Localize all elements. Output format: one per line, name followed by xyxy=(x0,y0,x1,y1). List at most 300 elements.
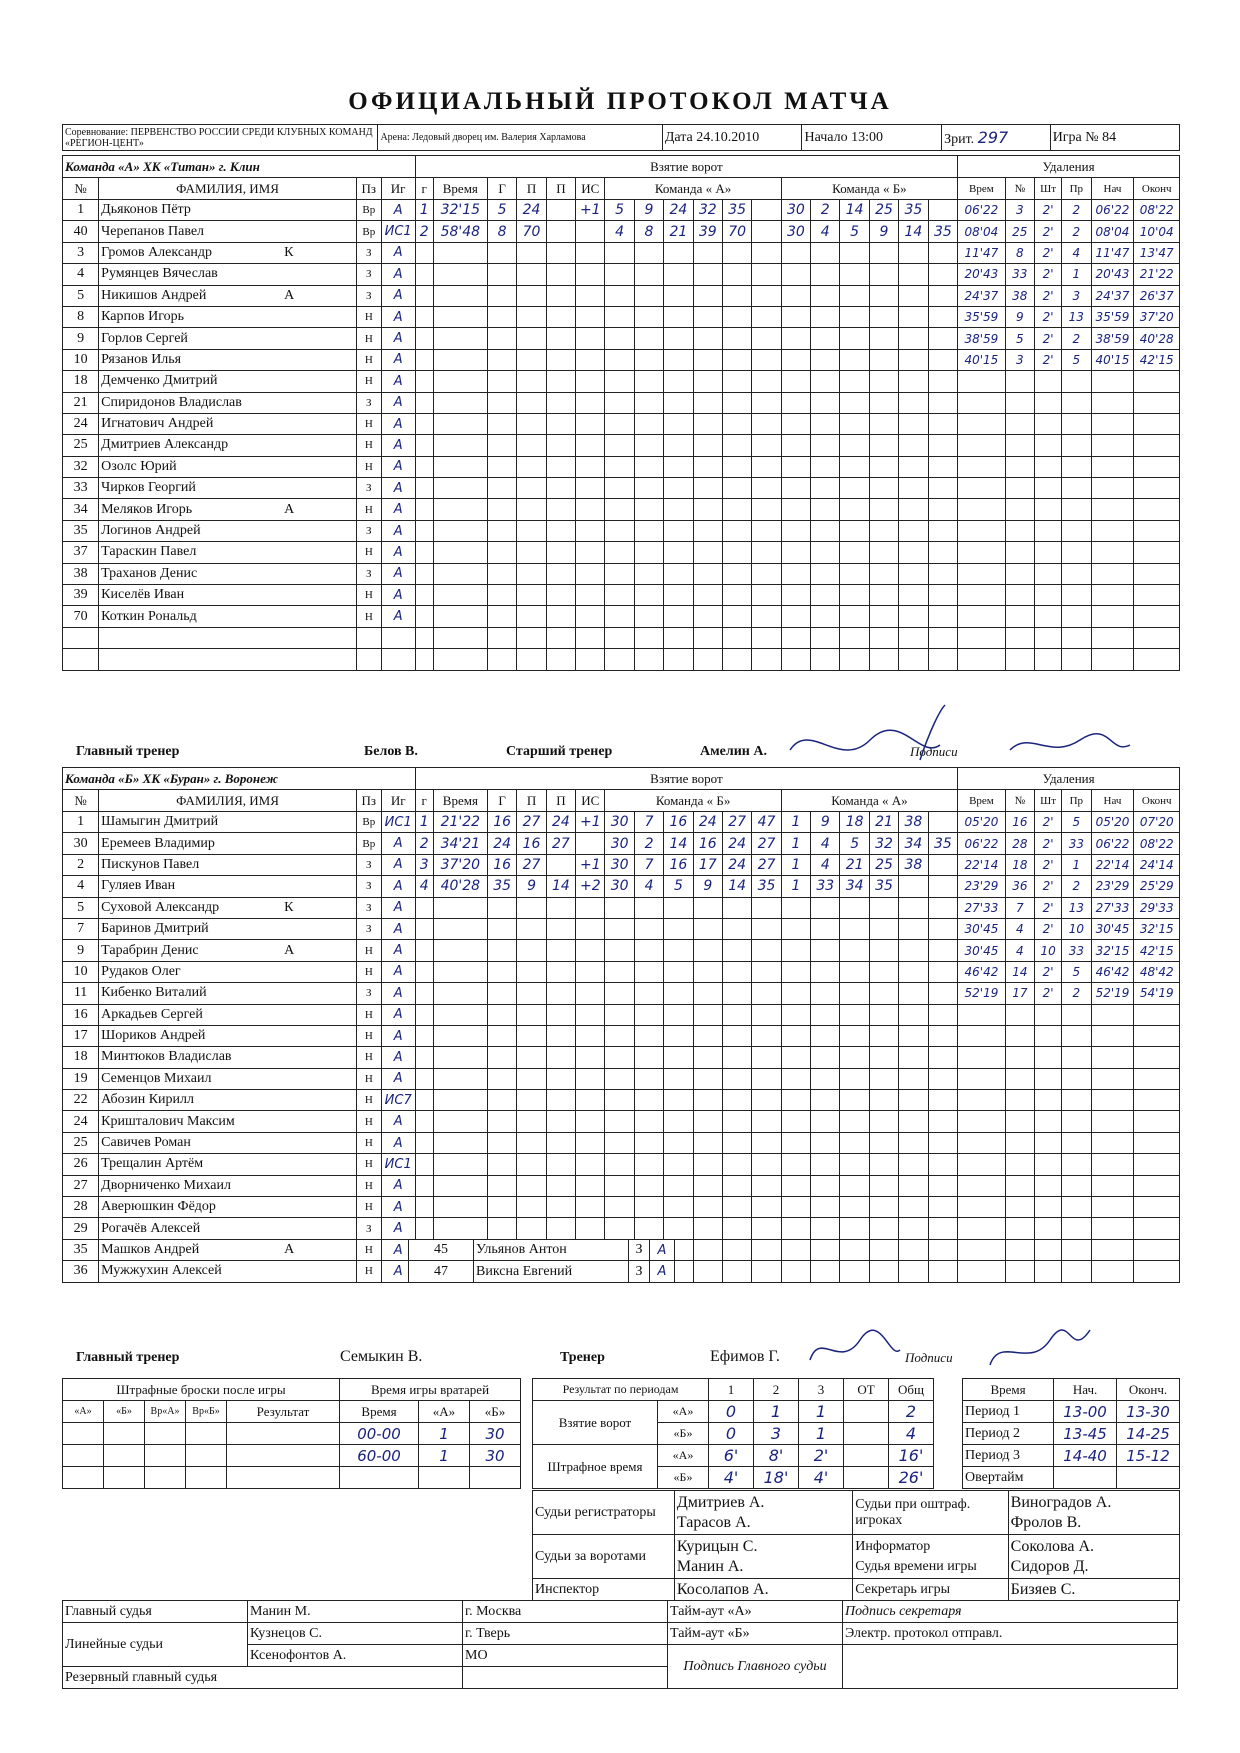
period-col: Общ xyxy=(889,1379,934,1401)
empty-cell xyxy=(487,413,516,434)
empty-cell xyxy=(517,1218,546,1239)
empty-cell xyxy=(634,349,663,370)
penalty-t: 23'29 xyxy=(958,876,1005,897)
empty-cell xyxy=(869,413,898,434)
empty-cell xyxy=(752,563,781,584)
goal-on-ice-scoring: 24 xyxy=(722,833,751,854)
player-number: 32 xyxy=(63,456,99,477)
empty-cell xyxy=(752,585,781,606)
empty-cell xyxy=(752,242,781,263)
penalty-e: 40'28 xyxy=(1134,328,1180,349)
empty-cell xyxy=(693,1218,722,1239)
empty-cell xyxy=(840,897,869,918)
player-position: Н xyxy=(356,1239,381,1260)
empty-cell xyxy=(869,983,898,1004)
empty-cell xyxy=(415,520,433,541)
empty-cell xyxy=(958,563,1005,584)
empty-cell xyxy=(433,328,487,349)
player-number: 70 xyxy=(63,606,99,627)
player-played: А xyxy=(381,1197,415,1218)
period-value: 0 xyxy=(709,1401,754,1423)
goal-G: 24 xyxy=(487,833,516,854)
empty-cell xyxy=(811,392,840,413)
empty-cell xyxy=(928,563,958,584)
penalty-t: 30'45 xyxy=(958,918,1005,939)
pen-box-judge: Фролов В. xyxy=(1010,1513,1082,1531)
empty-cell xyxy=(1062,627,1091,648)
period-start: 13-45 xyxy=(1054,1423,1117,1445)
empty-cell xyxy=(752,1261,781,1282)
player-row xyxy=(63,221,1180,242)
player-name: Аверюшкин Фёдор xyxy=(101,1199,216,1215)
empty-cell xyxy=(664,413,693,434)
player-number: 10 xyxy=(63,961,99,982)
team-a-signatures-label: Подписи xyxy=(910,744,958,759)
empty-cell xyxy=(899,1025,928,1046)
empty-cell xyxy=(576,371,605,392)
period-start: 13-00 xyxy=(1054,1401,1117,1423)
empty-cell xyxy=(1134,585,1180,606)
empty-cell xyxy=(664,1154,693,1175)
empty-cell xyxy=(899,627,928,648)
empty-cell xyxy=(433,413,487,434)
empty-cell xyxy=(576,897,605,918)
penalty-no: 3 xyxy=(1005,349,1034,370)
goal-on-ice-conceding xyxy=(928,200,958,221)
empty-cell xyxy=(928,264,958,285)
player-position: З xyxy=(356,876,381,897)
empty-cell xyxy=(840,328,869,349)
empty-cell xyxy=(415,1111,433,1132)
empty-cell xyxy=(781,1047,810,1068)
empty-cell xyxy=(1005,1239,1034,1260)
empty-cell xyxy=(811,1175,840,1196)
empty-cell xyxy=(605,606,634,627)
col-time: Время xyxy=(433,790,487,812)
empty-cell xyxy=(605,1025,634,1046)
empty-cell xyxy=(576,1004,605,1025)
empty-cell xyxy=(1035,1111,1062,1132)
player-played: А xyxy=(381,833,415,854)
goal-on-ice-conceding: 9 xyxy=(811,812,840,833)
empty-cell xyxy=(1035,1068,1062,1089)
empty-cell xyxy=(811,520,840,541)
empty-cell xyxy=(781,1132,810,1153)
empty-cell xyxy=(576,918,605,939)
empty-cell xyxy=(1035,542,1062,563)
col-g: г xyxy=(415,790,433,812)
empty-cell xyxy=(664,285,693,306)
empty-cell xyxy=(664,563,693,584)
player-position: Н xyxy=(356,435,381,456)
empty-cell xyxy=(811,413,840,434)
empty-cell xyxy=(415,371,433,392)
empty-cell xyxy=(693,563,722,584)
empty-cell xyxy=(840,1068,869,1089)
goals-label: Взятие ворот xyxy=(415,768,958,790)
timeout-a: Тайм-аут «А» xyxy=(668,1601,843,1623)
empty-cell xyxy=(517,285,546,306)
empty-cell xyxy=(576,478,605,499)
empty-cell xyxy=(869,1047,898,1068)
player-row xyxy=(63,349,1180,370)
empty-cell xyxy=(517,349,546,370)
empty-cell xyxy=(1062,1047,1091,1068)
empty-cell xyxy=(63,1445,104,1467)
penalty-e: 32'15 xyxy=(1134,918,1180,939)
empty-cell xyxy=(415,627,433,648)
line-refs-label: Линейные судьи xyxy=(63,1623,248,1667)
goal-P: 24 xyxy=(517,200,546,221)
empty-cell xyxy=(869,478,898,499)
goal-G: 35 xyxy=(487,876,516,897)
empty-cell xyxy=(752,1218,781,1239)
empty-cell xyxy=(840,961,869,982)
empty-cell xyxy=(899,983,928,1004)
extra-player-row xyxy=(409,1240,675,1261)
player-row xyxy=(63,606,1180,627)
player-position: Н xyxy=(356,1004,381,1025)
empty-cell xyxy=(693,983,722,1004)
empty-cell xyxy=(1005,435,1034,456)
empty-cell xyxy=(576,413,605,434)
player-position: З xyxy=(356,478,381,499)
goal-on-ice-conceding: 2 xyxy=(811,200,840,221)
penalty-s: 38'59 xyxy=(1091,328,1134,349)
penalty-no: 28 xyxy=(1005,833,1034,854)
empty-cell xyxy=(605,897,634,918)
player-name: Семенцов Михаил xyxy=(101,1070,212,1086)
player-row xyxy=(63,1047,1180,1068)
empty-cell xyxy=(664,1090,693,1111)
empty-cell xyxy=(722,961,751,982)
empty-cell xyxy=(487,649,516,670)
penalty-t: 40'15 xyxy=(958,349,1005,370)
empty-cell xyxy=(1005,606,1034,627)
empty-cell xyxy=(634,918,663,939)
empty-cell xyxy=(1091,499,1134,520)
player-name: Дворниченко Михаил xyxy=(101,1177,231,1193)
empty-cell xyxy=(487,285,516,306)
empty-cell xyxy=(1091,563,1134,584)
empty-cell xyxy=(752,606,781,627)
player-name: Громов Александр xyxy=(101,244,213,260)
penalty-e: 13'47 xyxy=(1134,242,1180,263)
empty-cell xyxy=(634,1004,663,1025)
empty-cell xyxy=(605,563,634,584)
period-end xyxy=(1117,1467,1180,1489)
empty-cell xyxy=(899,264,928,285)
goal-on-ice-scoring: 7 xyxy=(634,812,663,833)
empty-cell xyxy=(487,242,516,263)
empty-cell xyxy=(1005,1090,1034,1111)
match-date: Дата 24.10.2010 xyxy=(662,125,802,151)
empty-cell xyxy=(722,1154,751,1175)
empty-cell xyxy=(958,1090,1005,1111)
empty-cell xyxy=(63,1467,104,1489)
empty-cell xyxy=(752,1132,781,1153)
empty-cell xyxy=(340,1467,419,1489)
empty-cell xyxy=(722,242,751,263)
player-played: А xyxy=(381,1261,415,1282)
empty-cell xyxy=(517,1154,546,1175)
empty-cell xyxy=(811,585,840,606)
empty-cell xyxy=(811,983,840,1004)
empty-cell xyxy=(517,649,546,670)
empty-cell xyxy=(546,306,575,327)
empty-cell xyxy=(576,264,605,285)
empty-cell xyxy=(781,1004,810,1025)
empty-cell xyxy=(869,371,898,392)
empty-cell xyxy=(693,1175,722,1196)
goal-on-ice-conceding: 25 xyxy=(869,200,898,221)
empty-cell xyxy=(1062,585,1091,606)
empty-cell xyxy=(840,1261,869,1282)
goal-on-ice-scoring: 47 xyxy=(752,812,781,833)
empty-cell xyxy=(1062,520,1091,541)
empty-cell xyxy=(1134,520,1180,541)
empty-cell xyxy=(781,328,810,349)
empty-cell xyxy=(517,1090,546,1111)
goal-on-ice-scoring: 27 xyxy=(752,854,781,875)
empty-cell xyxy=(899,1047,928,1068)
empty-cell xyxy=(546,499,575,520)
empty-cell xyxy=(1035,1261,1062,1282)
player-position: Н xyxy=(356,1068,381,1089)
goal-judges-label: Судьи за воротами xyxy=(533,1535,675,1579)
timekeeper: Сидоров Д. xyxy=(1010,1557,1089,1575)
empty-cell xyxy=(840,563,869,584)
empty-cell xyxy=(928,1239,958,1260)
empty-cell xyxy=(928,413,958,434)
empty-cell xyxy=(576,1090,605,1111)
player-played: А xyxy=(381,854,415,875)
player-number: 24 xyxy=(63,1111,99,1132)
player-number: 39 xyxy=(63,585,99,606)
empty-cell xyxy=(664,499,693,520)
empty-cell xyxy=(415,328,433,349)
player-name: Пискунов Павел xyxy=(101,856,200,872)
penalty-s: 11'47 xyxy=(1091,242,1134,263)
empty-cell xyxy=(781,1261,810,1282)
empty-cell xyxy=(664,961,693,982)
empty-cell xyxy=(546,456,575,477)
empty-cell xyxy=(419,1467,470,1489)
main-ref-signature-label: Подпись Главного судьи xyxy=(668,1645,843,1689)
empty-cell xyxy=(576,1218,605,1239)
team-a-head-coach-label: Главный тренер xyxy=(76,744,180,759)
empty-cell xyxy=(899,1197,928,1218)
period-value: 1 xyxy=(799,1401,844,1423)
goal-on-ice-scoring xyxy=(752,221,781,242)
empty-cell xyxy=(840,499,869,520)
empty-cell xyxy=(869,1218,898,1239)
empty-cell xyxy=(693,1047,722,1068)
empty-cell xyxy=(664,1068,693,1089)
empty-cell xyxy=(869,585,898,606)
empty-cell xyxy=(634,435,663,456)
period-team-label: «А» xyxy=(658,1445,709,1467)
empty-cell xyxy=(840,542,869,563)
player-played: А xyxy=(381,328,415,349)
period-value: 26' xyxy=(889,1467,934,1489)
player-name: Минтюков Владислав xyxy=(101,1049,232,1065)
empty-cell xyxy=(869,285,898,306)
empty-cell xyxy=(415,983,433,1004)
empty-cell xyxy=(722,983,751,1004)
goal-time: 58'48 xyxy=(433,221,487,242)
empty-cell xyxy=(487,1154,516,1175)
empty-cell xyxy=(693,542,722,563)
empty-cell xyxy=(1091,478,1134,499)
empty-cell xyxy=(634,328,663,349)
empty-cell xyxy=(840,649,869,670)
empty-cell xyxy=(1062,478,1091,499)
empty-cell xyxy=(487,1025,516,1046)
empty-cell xyxy=(517,264,546,285)
player-name: Савичев Роман xyxy=(101,1135,191,1151)
empty-cell xyxy=(517,983,546,1004)
empty-cell xyxy=(781,983,810,1004)
empty-cell xyxy=(517,1047,546,1068)
empty-cell xyxy=(869,1261,898,1282)
empty-cell xyxy=(1035,1047,1062,1068)
empty-cell xyxy=(840,371,869,392)
empty-cell xyxy=(664,264,693,285)
empty-cell xyxy=(869,1239,898,1260)
team-b-coach: Ефимов Г. xyxy=(710,1348,780,1365)
empty-cell xyxy=(1005,627,1034,648)
empty-cell xyxy=(576,961,605,982)
player-position: Н xyxy=(356,1154,381,1175)
empty-cell xyxy=(576,349,605,370)
empty-cell xyxy=(958,392,1005,413)
empty-cell xyxy=(517,627,546,648)
empty-cell xyxy=(958,1154,1005,1175)
empty-cell xyxy=(693,918,722,939)
penalty-e: 21'22 xyxy=(1134,264,1180,285)
player-row xyxy=(63,854,1180,875)
empty-cell xyxy=(576,1025,605,1046)
empty-cell xyxy=(1091,1132,1134,1153)
empty-cell xyxy=(546,897,575,918)
col-IS: ИС xyxy=(576,178,605,200)
player-position: Н xyxy=(356,940,381,961)
period-col: 1 xyxy=(709,1379,754,1401)
empty-cell xyxy=(1005,1197,1034,1218)
empty-cell xyxy=(811,918,840,939)
goal-on-ice-scoring: 14 xyxy=(722,876,751,897)
penalty-m: 2' xyxy=(1035,918,1062,939)
empty-cell xyxy=(752,649,781,670)
empty-cell xyxy=(517,306,546,327)
empty-cell xyxy=(1035,499,1062,520)
goal-on-ice-scoring: 7 xyxy=(634,854,663,875)
player-number: 35 xyxy=(63,520,99,541)
empty-cell xyxy=(634,1047,663,1068)
game-number: Игра № 84 xyxy=(1050,125,1179,151)
empty-cell xyxy=(840,585,869,606)
player-position: З xyxy=(356,983,381,1004)
empty-cell xyxy=(928,456,958,477)
empty-cell xyxy=(415,392,433,413)
empty-cell xyxy=(1062,1004,1091,1025)
empty-cell xyxy=(1035,1218,1062,1239)
empty-cell xyxy=(415,606,433,627)
penalty-s: 40'15 xyxy=(1091,349,1134,370)
empty-cell xyxy=(546,413,575,434)
empty-cell xyxy=(1035,520,1062,541)
empty-cell xyxy=(928,306,958,327)
goal-on-ice-conceding: 18 xyxy=(840,812,869,833)
main-ref-label: Главный судья xyxy=(63,1601,248,1623)
empty-cell xyxy=(869,627,898,648)
col-pos: Пз xyxy=(356,178,381,200)
empty-cell xyxy=(722,499,751,520)
empty-cell xyxy=(546,563,575,584)
period-value: 2' xyxy=(799,1445,844,1467)
empty-cell xyxy=(693,306,722,327)
goal-P: 16 xyxy=(517,833,546,854)
empty-cell xyxy=(433,264,487,285)
player-position: Н xyxy=(356,499,381,520)
empty-cell xyxy=(1005,413,1034,434)
empty-cell xyxy=(840,520,869,541)
empty-cell xyxy=(664,328,693,349)
empty-cell xyxy=(415,242,433,263)
extra-player-row xyxy=(409,1261,675,1282)
player-number: 26 xyxy=(63,1154,99,1175)
empty-cell xyxy=(899,242,928,263)
penalty-t: 46'42 xyxy=(958,961,1005,982)
empty-cell xyxy=(869,961,898,982)
player-row xyxy=(63,918,1180,939)
empty-cell xyxy=(928,1068,958,1089)
empty-cell xyxy=(664,1175,693,1196)
empty-cell xyxy=(546,242,575,263)
empty-cell xyxy=(869,1132,898,1153)
player-row xyxy=(63,585,1180,606)
player-name: Суховой Александр xyxy=(101,899,220,915)
player-number: 4 xyxy=(63,876,99,897)
player-played: А xyxy=(381,1218,415,1239)
goal-on-ice-conceding: 4 xyxy=(811,854,840,875)
player-played: А xyxy=(381,876,415,897)
empty-cell xyxy=(811,1111,840,1132)
empty-cell xyxy=(781,961,810,982)
player-number: 30 xyxy=(63,833,99,854)
empty-cell xyxy=(781,478,810,499)
pen-box-judge: Виноградов А. xyxy=(1010,1493,1112,1511)
empty-cell xyxy=(1134,478,1180,499)
penalty-m: 2' xyxy=(1035,812,1062,833)
goal-g: 2 xyxy=(415,833,433,854)
empty-cell xyxy=(928,242,958,263)
empty-cell xyxy=(1091,1090,1134,1111)
empty-cell xyxy=(722,392,751,413)
empty-cell xyxy=(634,456,663,477)
penalty-t: 05'20 xyxy=(958,812,1005,833)
empty-cell xyxy=(869,563,898,584)
goal-on-ice-conceding: 33 xyxy=(811,876,840,897)
player-number: 4 xyxy=(63,264,99,285)
penalty-t: 06'22 xyxy=(958,200,1005,221)
player-number: 1 xyxy=(63,812,99,833)
player-played: А xyxy=(381,499,415,520)
electronic-protocol-label: Электр. протокол отправл. xyxy=(843,1623,1178,1645)
goal-P: 27 xyxy=(517,854,546,875)
empty-cell xyxy=(928,918,958,939)
